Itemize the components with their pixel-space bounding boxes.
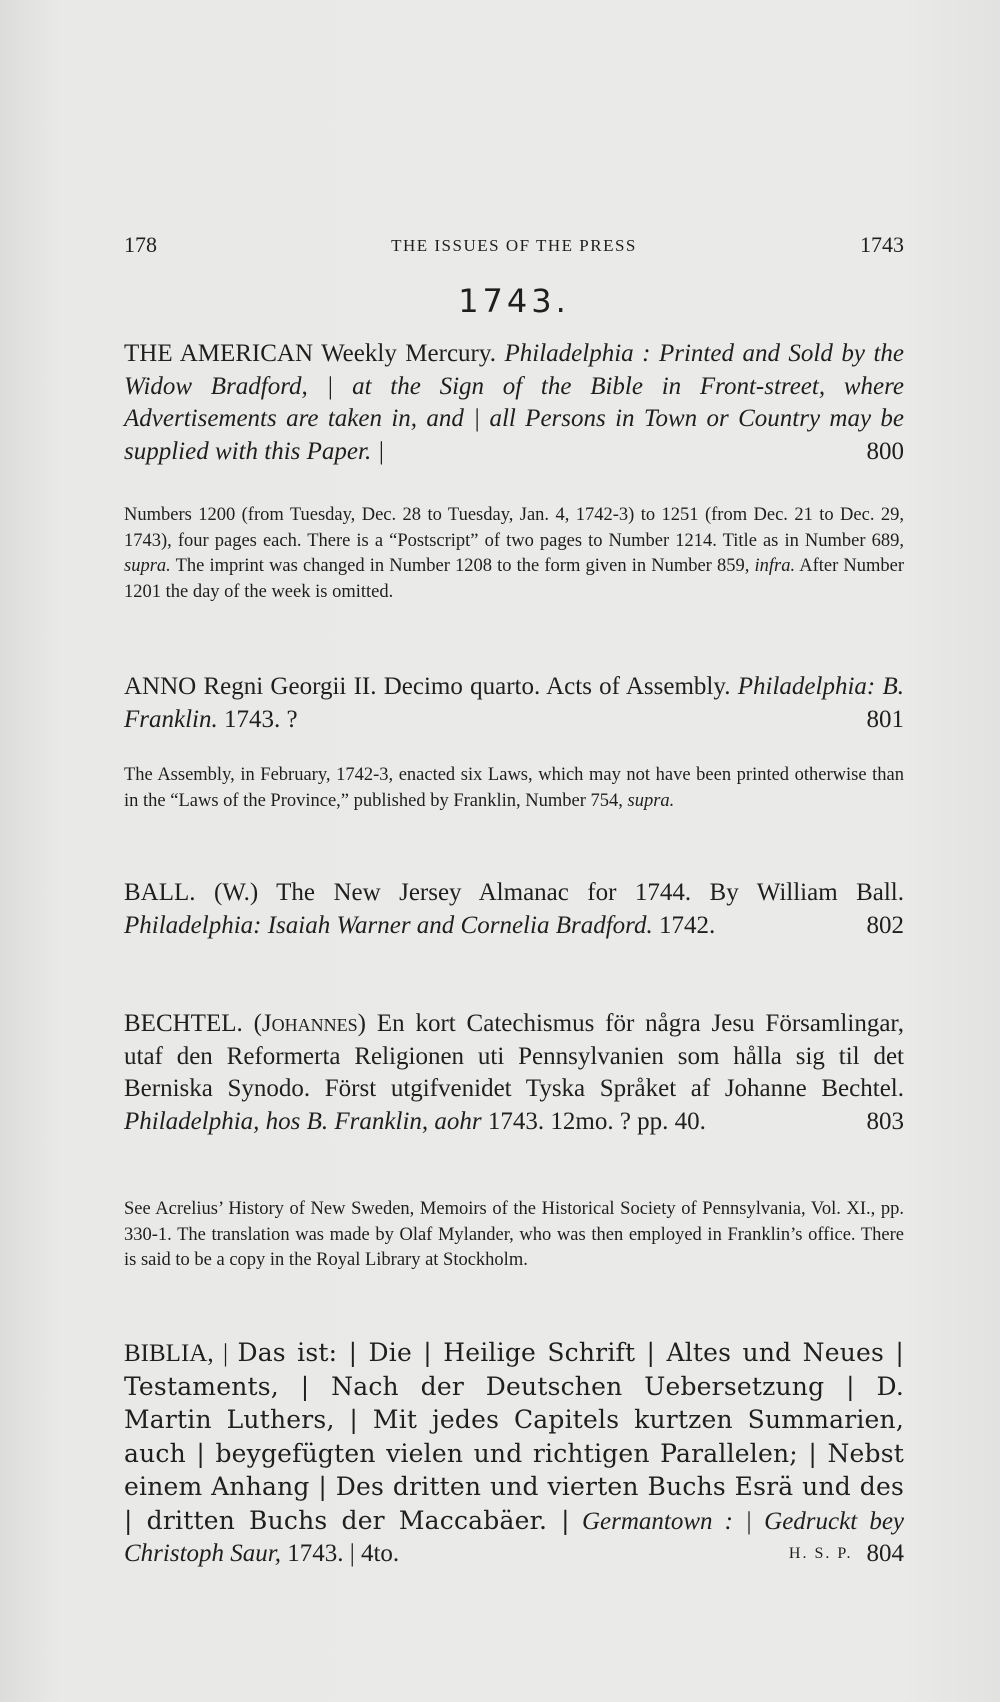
entry-title: THE AMERICAN Weekly Mercury. [124,340,497,367]
entry-title: ANNO Regni Georgii II. Decimo quarto. Acts of Assembly. [124,673,731,700]
entry-803-note [124,1197,904,1274]
entry-date: 1742. [658,911,716,939]
entry-800 [124,338,904,468]
entry-title: ) En kort Catechismus för några Jesu Församlingar, utaf den Reformerta Religionen uti Pennsylvanien som hålla sig til det Berniska Synodo. Först utgifvenidet Tyska Språket af Johanne Bechtel. [124,1010,904,1102]
entry-804 [124,1337,904,1571]
entry-802 [124,877,904,942]
running-head [124,232,904,262]
entry-fraktur-title: Das ist: | Die | Heilige Schrift | Altes und Neues | Testaments, | Nach der Deutschen Uebersetzung | D. Martin Luthers, | Mit jedes Capitels kurtzen Summarien, auch | beygefügten vielen und richtigen Parallelen; | Nebst einem Anhang | Des dritten und vierten Buchs Esrä und des | dritten Buchs der Maccabäer. | [124,1338,905,1535]
entry-imprint: Philadelphia : Printed and Sold by the Widow Bradford, | at the Sign of the Bible in Front-street, where Advertisements are taken in, and | all Persons in Town or Country may be supplied with this Paper. | [124,340,904,465]
entry-number: 802 [866,911,904,939]
entry-location: H. S. P. [788,1545,853,1562]
entry-number: 804 [866,1540,904,1567]
entry-title: BALL. (W.) The New Jersey Almanac for 1744. By William Ball. [124,879,904,906]
note-supra: supra. [627,790,675,811]
note-text: See Acrelius’ History of New Sweden, Memoirs of the Historical Society of Pennsylvania, Vol. XI., pp. 330-1. The translation was made by Olaf Mylander, who was then employed in Franklin’s office. There is said to be a copy in the Royal Library at Stockholm. [124,1199,904,1270]
running-title: THE ISSUES OF THE PRESS [391,236,637,255]
entry-author: Johannes [261,1010,358,1037]
entry-number: 803 [866,1107,904,1135]
entry-number: 800 [866,437,904,465]
note-text: Numbers 1200 (from Tuesday, Dec. 28 to Tuesday, Jan. 4, 1742-3) to 1251 (from Dec. 21 to Dec. 29, 1743), four pages each. There is a “Postscript” of two pages to Number 1214. Title as in Number 689, [124,505,904,551]
entry-imprint: Philadelphia, hos B. Franklin, aohr [124,1107,482,1135]
note-text: The Assembly, in February, 1742-3, enacted six Laws, which may not have been printed otherwise than in the “Laws of the Province,” published by Franklin, Number 754, [124,765,904,811]
note-text-3: After Number 1201 the day of the week is omitted. [124,556,905,602]
entry-date: 1743. 12mo. ? pp. 40. [487,1107,706,1135]
entry-title-pre: BECHTEL. ( [124,1010,262,1037]
note-text-2: The imprint was changed in Number 1208 to the form given in Number 859, [175,556,750,576]
entry-date: 1743. ? [224,705,298,733]
entry-date: 1743. | 4to. [287,1540,400,1567]
entry-imprint: Philadelphia: Isaiah Warner and Cornelia Bradford. [124,911,653,939]
page-number: 178 [124,232,157,257]
note-infra: infra. [754,556,796,576]
note-supra: supra. [124,556,171,576]
entry-803 [124,1008,904,1138]
year-heading: 1743. [458,282,570,320]
entry-title: BIBLIA, | [124,1340,229,1367]
entry-imprint: Philadelphia: B. Franklin. [124,673,904,733]
entry-800-note [124,503,904,605]
entry-801 [124,671,904,736]
running-year: 1743 [860,232,904,257]
entry-801-note [124,763,904,814]
entry-imprint: Germantown : | Gedruckt bey Christoph Saur, [124,1507,905,1567]
entry-number: 801 [866,705,904,733]
